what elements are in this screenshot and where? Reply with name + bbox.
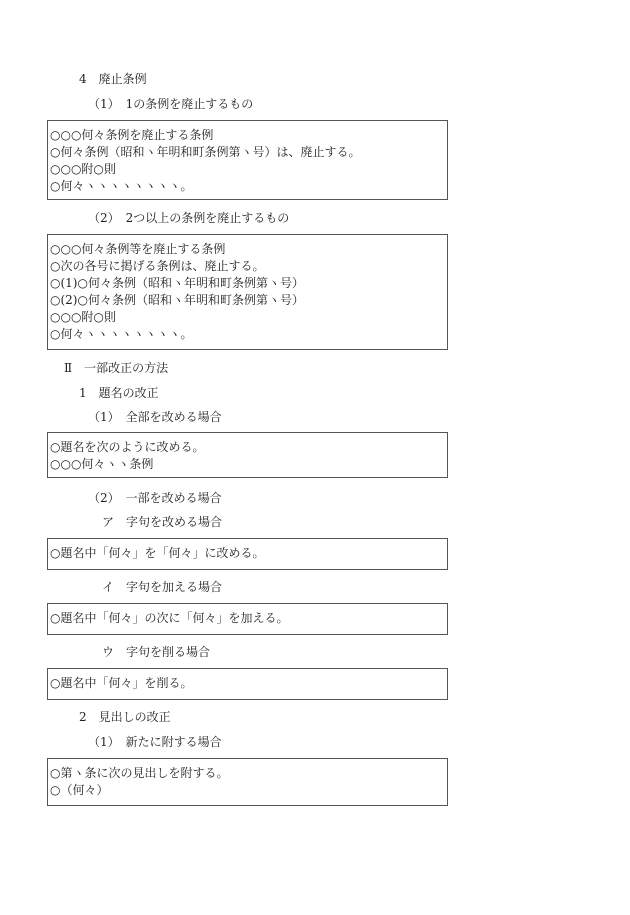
- example-line: ○○○附○則: [50, 310, 116, 324]
- example-line: ○題名中「何々」を削る。: [50, 676, 193, 690]
- example-box-title-modify: [47, 538, 448, 570]
- subsection-heading-II-1-1: （1） 全部を改める場合: [88, 410, 222, 424]
- example-line: ○次の各号に掲げる条例は、廃止する。: [50, 259, 265, 273]
- example-line: ○題名中「何々」の次に「何々」を加える。: [50, 611, 289, 625]
- item-heading-u: ウ 字句を削る場合: [102, 645, 211, 659]
- example-line: ○○○附○則: [50, 162, 116, 176]
- example-line: ○(2)○何々条例（昭和ヽ年明和町条例第ヽ号）: [50, 293, 304, 307]
- example-line: ○題名中「何々」を「何々」に改める。: [50, 546, 265, 560]
- subsection-heading-II-1-2: （2） 一部を改める場合: [88, 491, 222, 505]
- example-line: ○○○何々条例を廃止する条例: [50, 128, 214, 142]
- chapter-heading-II: Ⅱ 一部改正の方法: [64, 361, 169, 375]
- example-line: ○○○何々条例等を廃止する条例: [50, 242, 226, 256]
- subsection-heading-4-1: （1） 1の条例を廃止するもの: [88, 97, 254, 111]
- example-line: ○何々ヽヽヽヽヽヽヽヽ。: [50, 327, 193, 341]
- example-box-title-delete: [47, 668, 448, 700]
- section-heading-4: 4 廃止条例: [79, 72, 147, 86]
- item-heading-i: イ 字句を加える場合: [102, 580, 223, 594]
- subsection-heading-II-2-1: （1） 新たに附する場合: [88, 735, 222, 749]
- example-line: ○何々ヽヽヽヽヽヽヽヽ。: [50, 179, 193, 193]
- example-line: ○何々条例（昭和ヽ年明和町条例第ヽ号）は、廃止する。: [50, 145, 361, 159]
- example-line: ○○○何々ヽヽ条例: [50, 457, 154, 471]
- example-line: ○第ヽ条に次の見出しを附する。: [50, 766, 229, 780]
- example-line: ○（何々）: [50, 783, 109, 797]
- example-box-repeal-multiple: [47, 234, 448, 350]
- section-heading-II-2: 2 見出しの改正: [79, 710, 171, 724]
- example-line: ○題名を次のように改める。: [50, 440, 205, 454]
- section-heading-II-1: 1 題名の改正: [79, 386, 159, 400]
- example-box-title-full: [47, 432, 448, 478]
- subsection-heading-4-2: （2） 2つ以上の条例を廃止するもの: [88, 211, 290, 225]
- example-box-heading-add: [47, 758, 448, 806]
- item-heading-a: ア 字句を改める場合: [102, 515, 223, 529]
- example-box-repeal-single: [47, 120, 448, 200]
- example-box-title-add: [47, 603, 448, 635]
- example-line: ○(1)○何々条例（昭和ヽ年明和町条例第ヽ号）: [50, 276, 304, 290]
